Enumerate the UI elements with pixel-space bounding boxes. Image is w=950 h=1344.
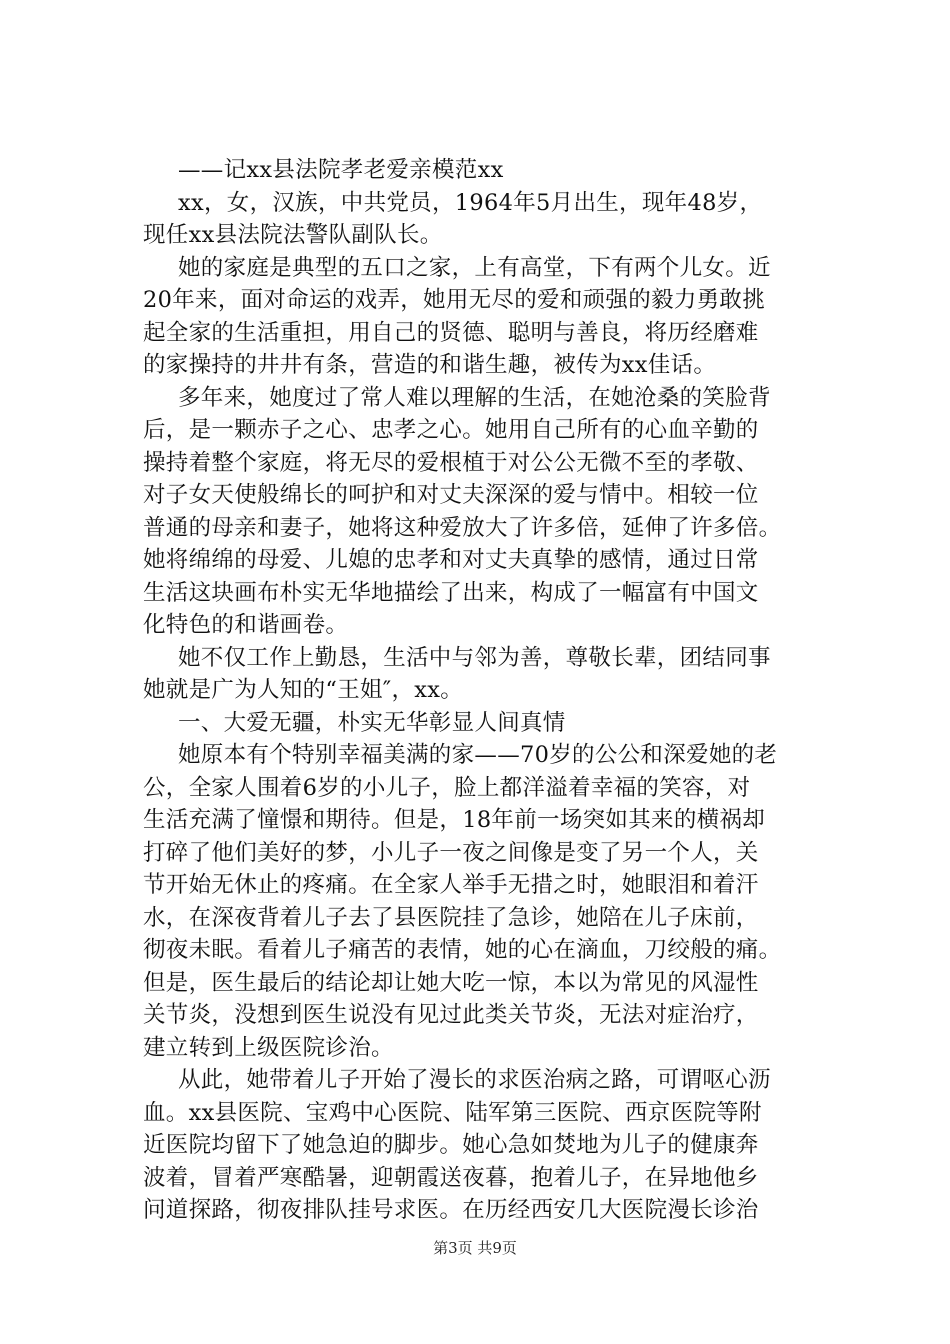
text-line: 20年来，面对命运的戏弄，她用无尽的爱和顽强的毅力勇敢挑 xyxy=(143,287,766,313)
text-line: 普通的母亲和妻子，她将这种爱放大了许多倍，延伸了许多倍。 xyxy=(143,514,782,541)
text-line: 建立转到上级医院诊治。 xyxy=(143,1034,394,1061)
text-line: 血。xx县医院、宝鸡中心医院、陆军第三医院、西京医院等附 xyxy=(143,1099,762,1126)
text-line: 现任xx县法院法警队副队长。 xyxy=(143,222,443,248)
text-line: xx，女，汉族，中共党员，1964年5月出生，现年48岁， xyxy=(178,189,763,216)
text-line: 关节炎，没想到医生说没有见过此类关节炎，无法对症治疗， xyxy=(143,1002,759,1028)
text-line: 近医院均留下了她急迫的脚步。她心急如焚地为儿子的健康奔 xyxy=(143,1132,759,1158)
text-line: 问道探路，彻夜排队挂号求医。在历经西安几大医院漫长诊治 xyxy=(143,1197,759,1223)
text-line: ——记xx县法院孝老爱亲模范xx xyxy=(178,157,504,183)
text-line: 她就是广为人知的“王姐″，xx。 xyxy=(143,677,464,703)
text-line: 对子女天使般绵长的呵护和对丈夫深深的爱与情中。相较一位 xyxy=(143,482,759,508)
document-body xyxy=(143,154,833,1227)
text-line: 但是，医生最后的结论却让她大吃一惊，本以为常见的风湿性 xyxy=(143,969,759,996)
text-line: 打碎了他们美好的梦，小儿子一夜之间像是变了另一个人，关 xyxy=(143,839,759,866)
text-line: 她将绵绵的母爱、儿媳的忠孝和对丈夫真挚的感情，通过日常 xyxy=(143,547,759,573)
text-line: 波着，冒着严寒酷暑，迎朝霞送夜暮，抱着儿子，在异地他乡 xyxy=(143,1164,759,1191)
text-line: 操持着整个家庭，将无尽的爱根植于对公公无微不至的孝敬、 xyxy=(143,449,759,476)
text-line: 彻夜未眠。看着儿子痛苦的表情，她的心在滴血，刀绞般的痛。 xyxy=(143,937,782,963)
text-line: 节开始无休止的疼痛。在全家人举手无措之时，她眼泪和着汗 xyxy=(143,872,759,898)
text-line: 她不仅工作上勤恳，生活中与邻为善，尊敬长辈，团结同事 xyxy=(178,644,771,671)
page-footer: 第3页 共9页 xyxy=(433,1239,517,1257)
text-line: 从此，她带着儿子开始了漫长的求医治病之路，可谓呕心沥 xyxy=(178,1067,771,1093)
text-line: 起全家的生活重担，用自己的贤德、聪明与善良，将历经磨难 xyxy=(143,319,759,346)
text-line: 水，在深夜背着儿子去了县医院挂了急诊，她陪在儿子床前， xyxy=(143,904,759,931)
text-line: 的家操持的井井有条，营造的和谐生趣，被传为xx佳话。 xyxy=(143,352,717,378)
text-line: 公，全家人围着6岁的小儿子，脸上都洋溢着幸福的笑容，对 xyxy=(143,774,751,801)
text-line: 化特色的和谐画卷。 xyxy=(143,612,349,638)
text-line: 生活充满了憧憬和期待。但是，18年前一场突如其来的横祸却 xyxy=(143,807,766,833)
text-line: 她的家庭是典型的五口之家，上有高堂，下有两个儿女。近 xyxy=(178,254,771,281)
text-line: 一、大爱无疆，朴实无华彰显人间真情 xyxy=(178,709,566,736)
text-line: 后，是一颗赤子之心、忠孝之心。她用自己所有的心血辛勤的 xyxy=(143,417,759,443)
text-line: 生活这块画布朴实无华地描绘了出来，构成了一幅富有中国文 xyxy=(143,579,759,606)
text-line: 她原本有个特别幸福美满的家——70岁的公公和深爱她的老 xyxy=(178,742,778,768)
text-line: 多年来，她度过了常人难以理解的生活，在她沧桑的笑脸背 xyxy=(178,384,771,411)
